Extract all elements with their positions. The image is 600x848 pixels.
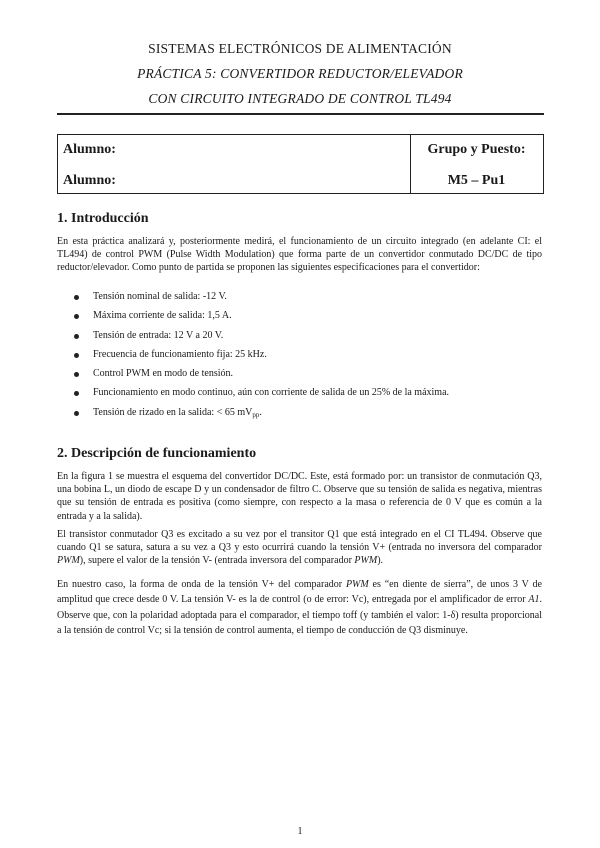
list-item: Máxima corriente de salida: 1,5 A. bbox=[74, 310, 534, 329]
header-rule bbox=[57, 113, 544, 115]
section-1-title: 1. Introducción bbox=[57, 211, 149, 226]
practice-title: PRÁCTICA 5: CONVERTIDOR REDUCTOR/ELEVADOR bbox=[137, 66, 463, 81]
group-label: Grupo y Puesto: bbox=[427, 142, 526, 157]
bullet-icon bbox=[74, 334, 79, 339]
practice-subtitle: CON CIRCUITO INTEGRADO DE CONTROL TL494 bbox=[148, 91, 452, 106]
list-item: Tensión de entrada: 12 V a 20 V. bbox=[74, 330, 534, 349]
group-value: M5 – Pu1 bbox=[447, 173, 506, 188]
list-item: Frecuencia de funcionamiento fija: 25 kHz. bbox=[74, 349, 534, 368]
student-label-1: Alumno: bbox=[63, 142, 116, 157]
bullet-icon bbox=[74, 314, 79, 319]
bullet-icon bbox=[74, 353, 79, 358]
section-2-title: 2. Descripción de funcionamiento bbox=[57, 446, 257, 461]
bullet-icon bbox=[74, 295, 79, 300]
description-paragraph-3: En nuestro caso, la forma de onda de la tensión V+ del comparador PWM es “en diente de sierra”, de unos 3 V de amplitud que crece desde 0 V. La tensión V- es la de control (o de error: Vc), entregada por el amplificador de error A1. Observe que, con la polaridad adoptada para el comparador, el tiempo toff (y también el valor: 1-δ) resulta proporcional a la tensión de control Vc; si la tensión de control aumenta, el tiempo de conducción de Q3 disminuye. bbox=[57, 579, 542, 636]
list-item: Tensión nominal de salida: -12 V. bbox=[74, 291, 534, 310]
list-item-ripple: Tensión de rizado en la salida: < 65 $mV_{pp}$. bbox=[74, 407, 534, 426]
bullet-icon bbox=[74, 391, 79, 396]
page-number: 1 bbox=[297, 826, 303, 837]
bullet-icon bbox=[74, 372, 79, 377]
course-title: SISTEMAS ELECTRÓNICOS DE ALIMENTACIÓN bbox=[148, 41, 452, 56]
intro-paragraph: En esta práctica analizará y, posteriormente medirá, el funcionamiento de un circuito integrado (en adelante CI: el TL494) de control PWM (Pulse Width Modulation) que forma parte de un convertidor conmutado DC/DC de tipo reductor/elevador. Como punto de partida se proponen las siguientes especificaciones para el convertidor: bbox=[57, 236, 542, 274]
bullet-icon bbox=[74, 411, 79, 416]
specifications-list bbox=[74, 291, 534, 426]
student-label-2: Alumno: bbox=[63, 173, 116, 188]
description-paragraph-2: El transistor conmutador Q3 es excitado a su vez por el transitor Q1 que está integrado en el CI TL494. Observe que cuando Q1 se satura, satura a su vez a Q3 y esto ocurrirá cuando la tensión V+ (entrada no inversora del comparador PWM), supere el valor de la tensión V- (entrada inversora del comparador PWM). bbox=[57, 529, 542, 567]
description-paragraph-1: En la figura 1 se muestra el esquema del convertidor DC/DC. Este, está formado por: un transistor de conmutación Q3, una bobina L, un diodo de escape D y un condensador de filtro C. Observe que su tensión de salida es negativa, mientras que su tensión de entrada es positiva (como siempre, con respecto a la masa o referencia de 0 V que es común a la entrada y a la salida). bbox=[57, 471, 542, 522]
student-info-table bbox=[57, 134, 544, 194]
list-item: Control PWM en modo de tensión. bbox=[74, 368, 534, 387]
list-item: Funcionamiento en modo continuo, aún con corriente de salida de un 25% de la máxima. bbox=[74, 387, 534, 406]
